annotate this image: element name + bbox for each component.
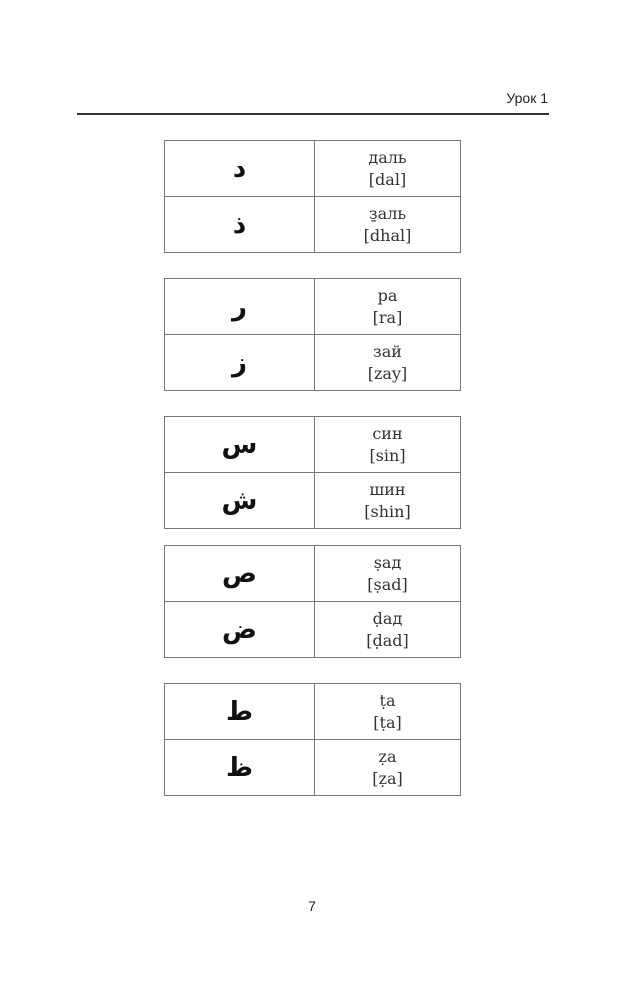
- letter-table-sad-dad: [164, 545, 461, 658]
- letter-name-cell: [315, 473, 461, 529]
- arabic-letter: د: [165, 141, 315, 197]
- table-row: [165, 602, 461, 658]
- letter-name-cell: [315, 279, 461, 335]
- letter-transliteration: [sin]: [369, 445, 406, 465]
- table-row: [165, 279, 461, 335]
- table-row: [165, 546, 461, 602]
- arabic-letter: ص: [165, 546, 315, 602]
- letter-transliteration: [ṭa]: [373, 712, 402, 732]
- letter-name-cell: [315, 546, 461, 602]
- letter-name-cell: [315, 602, 461, 658]
- header-divider: [77, 113, 549, 115]
- letter-name-cell: [315, 740, 461, 796]
- arabic-letter: ذ: [165, 197, 315, 253]
- letter-name: ḍад: [372, 608, 403, 628]
- letter-table-ra-zay: [164, 278, 461, 391]
- letter-name: ẓa: [378, 746, 397, 766]
- letter-transliteration: [ḍad]: [366, 630, 409, 650]
- letter-name-cell: [315, 335, 461, 391]
- letter-transliteration: [dhal]: [363, 225, 412, 245]
- letter-name-cell: [315, 141, 461, 197]
- letter-transliteration: [ẓa]: [372, 768, 403, 788]
- letter-transliteration: [ṣad]: [367, 574, 408, 594]
- letter-table-ta-za: [164, 683, 461, 796]
- arabic-letter: س: [165, 417, 315, 473]
- table-row: [165, 473, 461, 529]
- letter-transliteration: [shin]: [364, 501, 411, 521]
- letter-transliteration: [zay]: [367, 363, 408, 383]
- table-row: [165, 417, 461, 473]
- table-row: [165, 335, 461, 391]
- letter-transliteration: [ra]: [372, 307, 403, 327]
- arabic-letter: ط: [165, 684, 315, 740]
- lesson-header: Урок 1: [506, 90, 548, 106]
- letter-name: шин: [369, 479, 406, 499]
- arabic-letter: ظ: [165, 740, 315, 796]
- letter-name: зай: [373, 341, 402, 361]
- letter-transliteration: [dal]: [368, 169, 407, 189]
- letter-name-cell: [315, 417, 461, 473]
- letter-table-dal-dhal: [164, 140, 461, 253]
- table-row: [165, 197, 461, 253]
- letter-name: даль: [368, 147, 407, 167]
- arabic-letter: ش: [165, 473, 315, 529]
- table-row: [165, 684, 461, 740]
- letter-name: з̱аль: [368, 203, 407, 223]
- table-row: [165, 740, 461, 796]
- letter-name: ṭa: [379, 690, 396, 710]
- letter-name: ṣад: [373, 552, 402, 572]
- arabic-letter: ر: [165, 279, 315, 335]
- letter-table-sin-shin: [164, 416, 461, 529]
- letter-name-cell: [315, 684, 461, 740]
- arabic-letter: ز: [165, 335, 315, 391]
- page-number: 7: [308, 898, 316, 914]
- letter-name: син: [372, 423, 403, 443]
- table-row: [165, 141, 461, 197]
- letter-name: ра: [377, 285, 398, 305]
- arabic-letter: ض: [165, 602, 315, 658]
- letter-name-cell: [315, 197, 461, 253]
